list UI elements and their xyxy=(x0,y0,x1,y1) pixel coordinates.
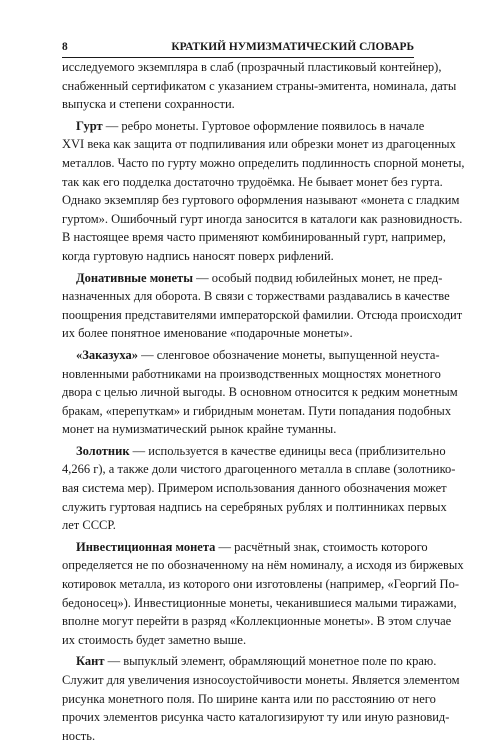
line-text: — ребро монеты. Гуртовое оформление появилось в начале xyxy=(102,118,425,133)
line-text: назначенных для оборота. В связи с торжествами раздавались в качестве xyxy=(62,289,450,304)
text-line xyxy=(62,556,464,575)
line-text: их стоимость будет заметно выше. xyxy=(62,632,247,647)
text-line xyxy=(62,135,456,154)
line-text: — выпуклый элемент, обрамляющий монетное поле по краю. xyxy=(104,654,437,669)
line-text: — расчётный знак, стоимость которого xyxy=(215,539,428,554)
line-text: 4,266 г), а также доли чистого драгоценного металла в сплаве (золотнико- xyxy=(62,462,456,477)
text-line xyxy=(62,324,414,343)
page-number: 8 xyxy=(62,41,68,53)
text-line xyxy=(62,346,440,365)
line-text: бедоносец»). Инвестиционные монеты, чеканившиеся малыми тиражами, xyxy=(62,595,457,610)
dictionary-entry xyxy=(62,269,463,343)
line-text: снабженный сертификатом с указанием страны-эмитента, номинала, даты xyxy=(62,78,457,93)
line-text: рисунка монетного поля. По ширине канта или по расстоянию от него xyxy=(62,691,436,706)
dictionary-content xyxy=(62,58,465,745)
line-text: металлов. Часто по гурту можно определить подлинность спорной монеты, xyxy=(62,155,465,170)
entry-term: Инвестиционная монета xyxy=(76,539,216,554)
dictionary-entry xyxy=(62,346,458,439)
text-line xyxy=(62,77,457,96)
line-text: ность. xyxy=(62,728,96,743)
text-line xyxy=(62,58,442,77)
line-text: когда гуртовую надпись наносят поверх рифлений. xyxy=(62,248,334,263)
line-text: — используется в качестве единицы веса (приблизительно xyxy=(129,443,446,458)
line-text: новленными работниками на производственных мощностях монетного xyxy=(62,366,441,381)
line-text: — особый подвид юбилейных монет, не пред- xyxy=(192,270,443,285)
text-line xyxy=(62,594,457,613)
text-line xyxy=(62,538,428,557)
text-line xyxy=(62,287,450,306)
line-text: монет на нумизматический рынок крайне туманны. xyxy=(62,422,337,437)
text-line xyxy=(62,173,443,192)
line-text: так как его подделка достаточно трудоёмка. Не бывает монет без гурта. xyxy=(62,174,443,189)
text-line xyxy=(62,269,443,288)
line-text: лет СССР. xyxy=(62,518,116,533)
dictionary-entry xyxy=(62,58,457,114)
text-line xyxy=(62,247,414,266)
line-text: двора с целью личной выгоды. В основном относится к редким монетным xyxy=(62,385,458,400)
entry-term: Золотник xyxy=(76,443,130,458)
text-line xyxy=(62,631,414,650)
line-text: котировок металла, из которого они изготовлены (например, «Георгий По- xyxy=(62,577,459,592)
text-line xyxy=(62,365,441,384)
text-line xyxy=(62,690,436,709)
text-line xyxy=(62,727,414,745)
line-text: поощрения представителями императорской фамилии. Отсюда происходит xyxy=(62,307,463,322)
dictionary-entry xyxy=(62,442,456,535)
text-line xyxy=(62,306,463,325)
line-text: определяется не по обозначенному на нём номиналу, а исходя из биржевых xyxy=(62,558,464,573)
line-text: Служит для увеличения износоустойчивости монеты. Является элементом xyxy=(62,673,460,687)
entry-term: «Заказуха» xyxy=(76,347,138,362)
line-text: гуртом». Ошибочный гурт иногда заносится в каталоги как разновидность. xyxy=(62,211,463,226)
text-line xyxy=(62,402,452,421)
text-line xyxy=(62,575,459,594)
text-line xyxy=(62,383,458,402)
line-text: их более понятное именование «подарочные монеты». xyxy=(62,326,353,341)
text-line xyxy=(62,498,447,517)
text-line xyxy=(62,708,450,727)
line-text: вполне могут перейти в разряд «Коллекционные монеты». В этом случае xyxy=(62,614,452,629)
text-line xyxy=(62,652,437,671)
entry-term: Кант xyxy=(76,654,105,669)
text-line xyxy=(62,479,447,498)
text-line xyxy=(62,516,414,535)
line-text: бракам, «перепуткам» и гибридным монетам. Пути попадания подобных xyxy=(62,403,452,418)
text-line xyxy=(62,191,460,210)
running-title: КРАТКИЙ НУМИЗМАТИЧЕСКИЙ СЛОВАРЬ xyxy=(171,41,414,53)
book-page xyxy=(62,0,465,743)
text-line xyxy=(62,228,446,247)
entry-term: Донативные монеты xyxy=(76,270,193,285)
text-line xyxy=(62,612,452,631)
dictionary-entry xyxy=(62,117,465,266)
line-text: служить гуртовая надпись на серебряных рублях и полтинниках первых xyxy=(62,499,447,514)
line-text: XVI века как защита от подпиливания или обрезки монет из драгоценных xyxy=(62,137,456,152)
text-line xyxy=(62,117,425,136)
line-text: прочих элементов рисунка часто каталогизируют ту или иную разновид- xyxy=(62,710,450,725)
text-line xyxy=(62,671,460,690)
text-line xyxy=(62,460,456,479)
dictionary-entry xyxy=(62,652,460,745)
line-text: вая система мер). Примером использования данного обозначения может xyxy=(62,481,447,496)
dictionary-entry xyxy=(62,538,464,650)
line-text: выпуска и степени сохранности. xyxy=(62,97,235,112)
text-line xyxy=(62,154,465,173)
line-text: В настоящее время часто применяют комбинированный гурт, например, xyxy=(62,230,446,245)
entry-term: Гурт xyxy=(76,118,103,133)
line-text: исследуемого экземпляра в слаб (прозрачный пластиковый контейнер), xyxy=(62,60,442,74)
text-line xyxy=(62,210,463,229)
line-text: — сленговое обозначение монеты, выпущенной неуста- xyxy=(137,347,440,362)
line-text: Однако экземпляр без гуртового оформления называют «монета с гладким xyxy=(62,193,460,208)
text-line xyxy=(62,95,414,114)
page-header xyxy=(62,40,414,54)
text-line xyxy=(62,442,446,461)
text-line xyxy=(62,420,414,439)
